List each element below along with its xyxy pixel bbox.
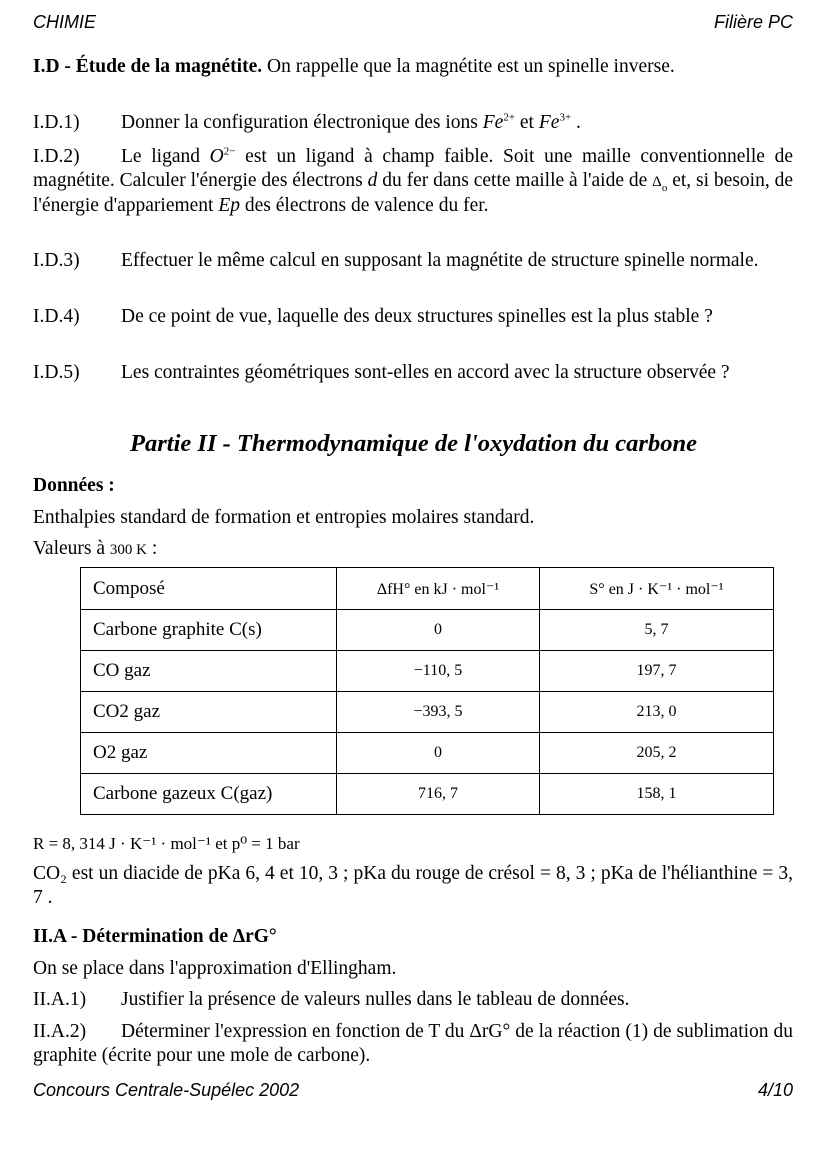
question-number: I.D.2)	[33, 146, 80, 167]
text: est un ligand à champ faible. Soit une maille conventionnelle de magnétite. Calculer l'énergie des électrons	[33, 146, 794, 191]
section-ID	[33, 55, 793, 79]
footer-contest: Concours Centrale-Supélec 2002	[33, 1080, 300, 1100]
math: o	[661, 181, 668, 194]
text: :	[146, 538, 158, 559]
question-text: Déterminer l'expression en fonction de T du ΔrG° de la réaction (1) de sublimation du graphite (écrite pour une mole de carbone).	[33, 1021, 793, 1066]
cell: −393, 5	[337, 692, 540, 733]
section-intro: On se place dans l'approximation d'Ellingham.	[33, 958, 397, 979]
table-row	[81, 692, 774, 733]
col-header: Composé	[81, 568, 337, 610]
question-IIA1	[33, 988, 793, 1012]
cell: O2 gaz	[81, 733, 337, 774]
question-number: I.D.3)	[33, 250, 80, 271]
question-text: Effectuer le même calcul en supposant la magnétite de structure spinelle normale.	[121, 250, 759, 271]
math: Ep	[218, 195, 241, 216]
table-row	[81, 610, 774, 651]
question-ID2	[33, 145, 793, 218]
cell: −110, 5	[337, 651, 540, 692]
text: et	[515, 112, 539, 133]
math: Δ	[652, 174, 662, 190]
temperature: 300 K	[109, 542, 147, 558]
question-number: I.D.5)	[33, 362, 80, 383]
section-title: II.A - Détermination de ΔrG°	[33, 926, 277, 947]
math: Fe	[538, 112, 560, 133]
cell: CO gaz	[81, 651, 337, 692]
question-number: I.D.4)	[33, 306, 80, 327]
question-IIA2	[33, 1020, 793, 1068]
cell: 158, 1	[540, 774, 774, 815]
question-text: De ce point de vue, laquelle des deux structures spinelles est la plus stable ?	[121, 306, 713, 327]
cell: 197, 7	[540, 651, 774, 692]
cell: 5, 7	[540, 610, 774, 651]
pka-line: CO₂ est un diacide de pKa 6, 4 et 10, 3 ; pKa du rouge de crésol = 8, 3 ; pKa de l'hélianthine = 3, 7 .	[33, 863, 793, 908]
math: 2−	[223, 145, 236, 158]
text: Le ligand	[121, 146, 210, 167]
cell: Carbone gazeux C(gaz)	[81, 774, 337, 815]
text: des électrons de valence du fer.	[240, 195, 489, 216]
section-intro: On rappelle que la magnétite est un spinelle inverse.	[262, 56, 675, 77]
question-text: Justifier la présence de valeurs nulles dans le tableau de données.	[121, 989, 630, 1010]
data-table	[80, 567, 774, 815]
table-header-row	[81, 568, 774, 610]
header-subject: CHIMIE	[33, 12, 96, 32]
text: et, si besoin, de l'énergie d'appariement	[33, 170, 793, 216]
question-text: Les contraintes géométriques sont-elles en accord avec la structure observée ?	[121, 362, 730, 383]
col-header: ΔfH° en kJ · mol⁻¹	[337, 568, 540, 610]
math: 2+	[503, 111, 516, 124]
question-ID3	[33, 249, 793, 273]
table-row	[81, 733, 774, 774]
data-heading: Données :	[33, 475, 115, 496]
question-ID1	[33, 111, 793, 135]
page-number: 4/10	[757, 1080, 793, 1100]
question-ID4	[33, 305, 793, 329]
part-title: Partie II - Thermodynamique de l'oxydation du carbone	[130, 430, 697, 457]
table-row	[81, 651, 774, 692]
cell: 213, 0	[540, 692, 774, 733]
constants-line: R = 8, 314 J · K⁻¹ · mol⁻¹ et p⁰ = 1 bar	[33, 834, 300, 853]
math: d	[367, 170, 378, 191]
question-number: II.A.2)	[33, 1021, 87, 1042]
cell: 0	[337, 610, 540, 651]
section-IIA	[33, 925, 793, 949]
data-line: Enthalpies standard de formation et entropies molaires standard.	[33, 507, 535, 528]
question-number: I.D.1)	[33, 112, 80, 133]
cell: 716, 7	[337, 774, 540, 815]
header-track: Filière PC	[713, 12, 793, 32]
question-ID5	[33, 361, 793, 385]
data-title	[33, 474, 793, 498]
col-header: S° en J · K⁻¹ · mol⁻¹	[540, 568, 774, 610]
cell: 205, 2	[540, 733, 774, 774]
cell: CO2 gaz	[81, 692, 337, 733]
math: 3+	[559, 111, 572, 124]
text: .	[571, 112, 581, 133]
math: Fe	[482, 112, 504, 133]
math: O	[209, 146, 224, 167]
cell: Carbone graphite C(s)	[81, 610, 337, 651]
temperature-line	[33, 537, 793, 562]
cell: 0	[337, 733, 540, 774]
text: Valeurs à	[33, 538, 110, 559]
question-number: II.A.1)	[33, 989, 87, 1010]
section-title: I.D - Étude de la magnétite.	[33, 56, 263, 77]
question-text: Donner la configuration électronique des ions	[121, 112, 483, 133]
table-row	[81, 774, 774, 815]
text: du fer dans cette maille à l'aide de	[377, 170, 653, 191]
